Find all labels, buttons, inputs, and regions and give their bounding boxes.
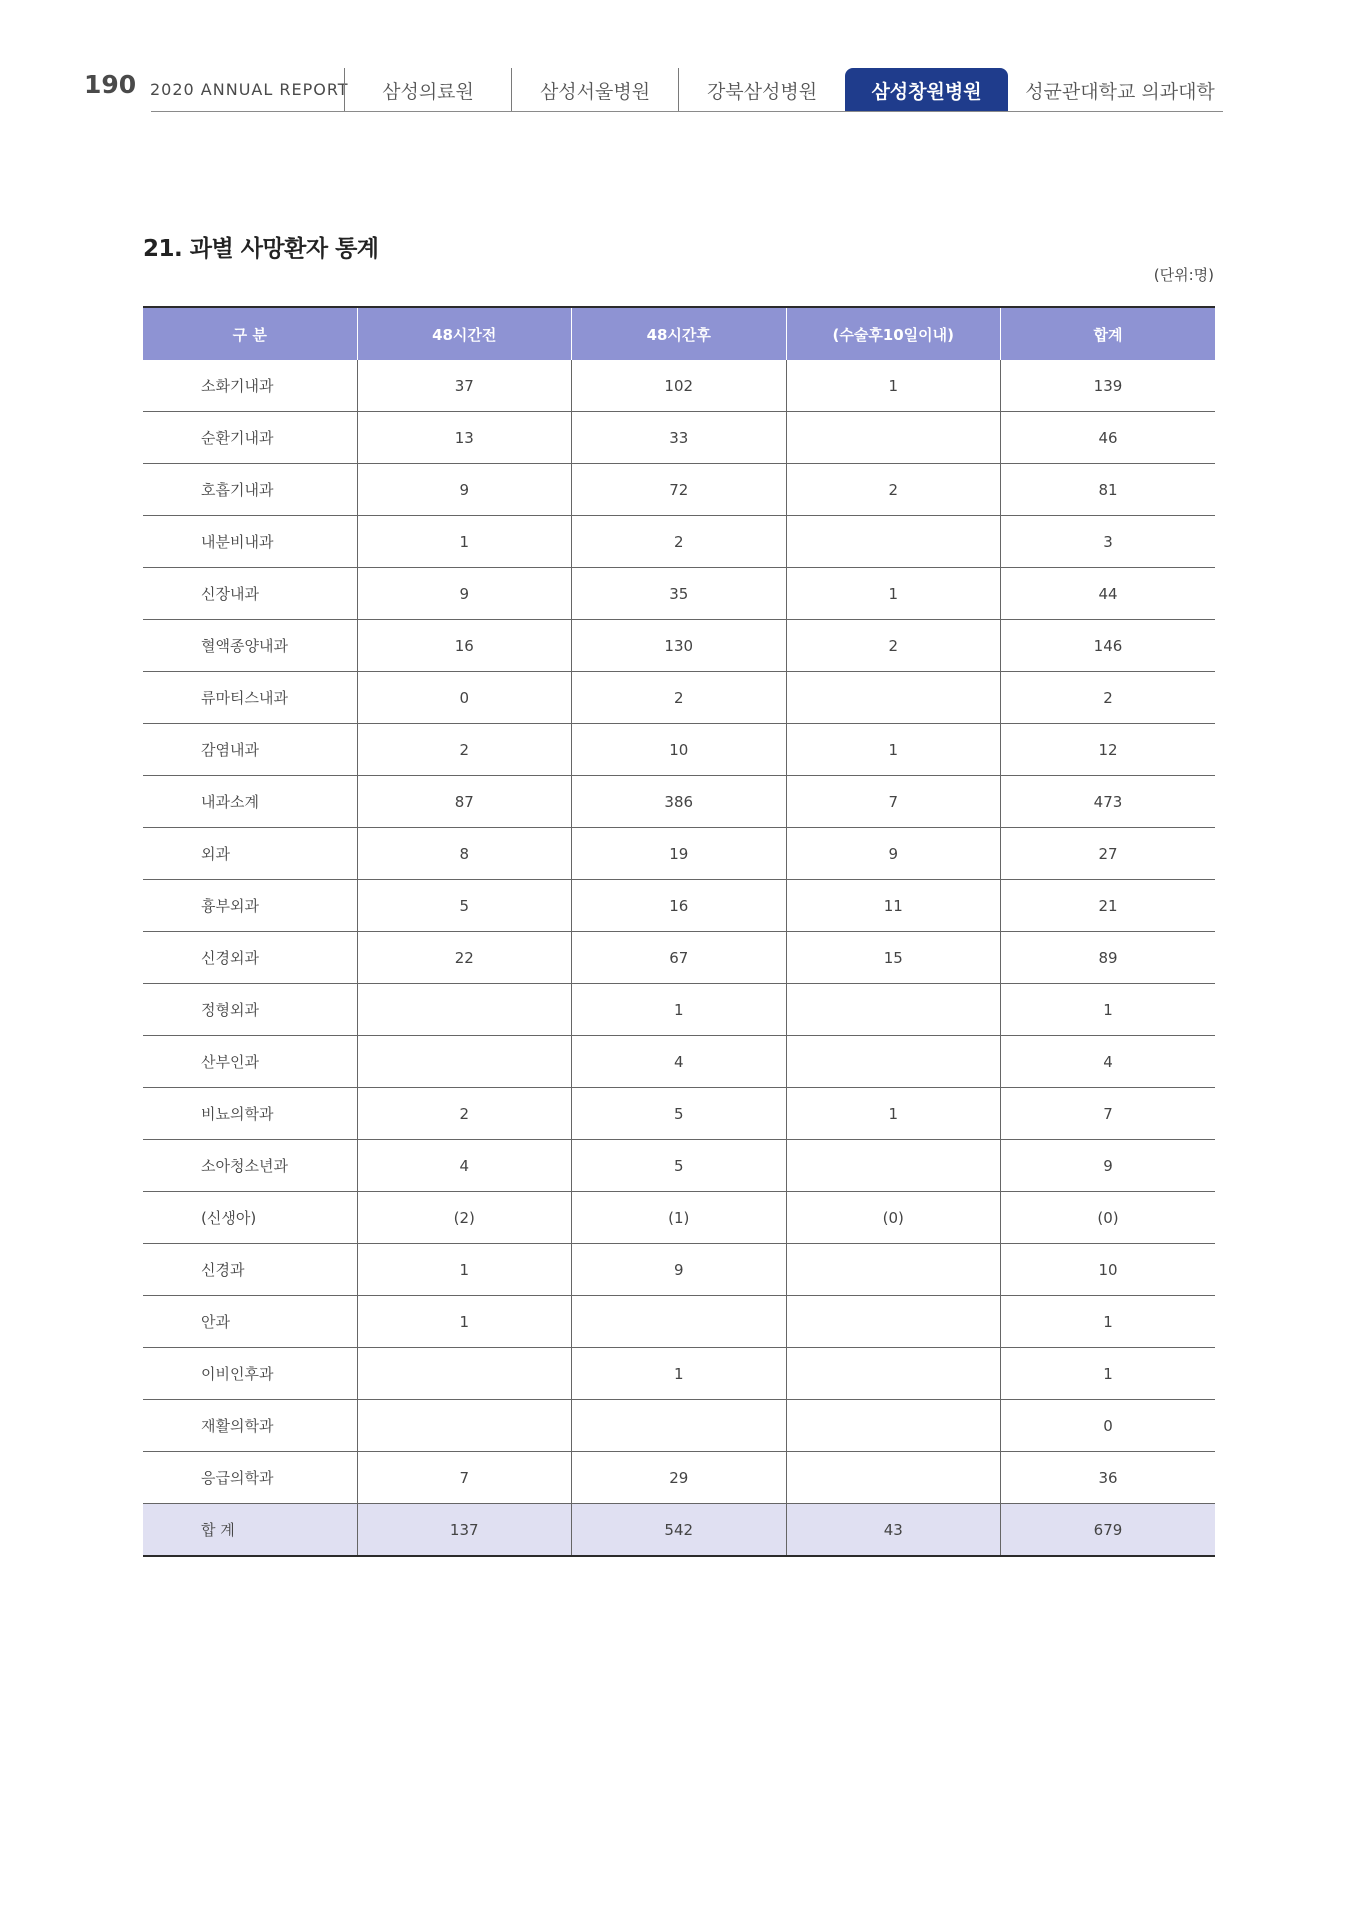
value-cell: 3 xyxy=(1001,516,1216,568)
value-cell: 10 xyxy=(572,724,787,776)
value-cell: 102 xyxy=(572,360,787,412)
value-cell: 1 xyxy=(357,516,572,568)
department-cell: 응급의학과 xyxy=(143,1452,357,1504)
value-cell: 16 xyxy=(357,620,572,672)
column-header: 48시간전 xyxy=(357,307,572,360)
department-cell: 내과소계 xyxy=(143,776,357,828)
value-cell: 36 xyxy=(1001,1452,1216,1504)
value-cell: 7 xyxy=(357,1452,572,1504)
value-cell xyxy=(786,984,1001,1036)
department-cell: 이비인후과 xyxy=(143,1348,357,1400)
report-label: 2020 ANNUAL REPORT xyxy=(150,80,349,99)
department-cell: 소화기내과 xyxy=(143,360,357,412)
column-header: 48시간후 xyxy=(572,307,787,360)
table-row xyxy=(143,776,1215,828)
value-cell: 139 xyxy=(1001,360,1216,412)
section-title: 21. 과별 사망환자 통계 xyxy=(143,236,379,262)
tab-label: 삼성의료원 xyxy=(382,80,474,103)
department-cell: 감염내과 xyxy=(143,724,357,776)
department-cell: 혈액종양내과 xyxy=(143,620,357,672)
value-cell xyxy=(357,984,572,1036)
value-cell: 146 xyxy=(1001,620,1216,672)
table-row xyxy=(143,672,1215,724)
table-row xyxy=(143,568,1215,620)
table-row xyxy=(143,1452,1215,1504)
department-cell: 외과 xyxy=(143,828,357,880)
value-cell: 9 xyxy=(357,464,572,516)
tab-samsung-medical-center[interactable] xyxy=(344,68,511,112)
value-cell: 1 xyxy=(786,1088,1001,1140)
value-cell xyxy=(357,1348,572,1400)
value-cell xyxy=(357,1400,572,1452)
department-cell: 신경과 xyxy=(143,1244,357,1296)
value-cell: 8 xyxy=(357,828,572,880)
value-cell xyxy=(786,1296,1001,1348)
value-cell: 1 xyxy=(1001,1348,1216,1400)
value-cell: 81 xyxy=(1001,464,1216,516)
department-cell: 순환기내과 xyxy=(143,412,357,464)
value-cell: 19 xyxy=(572,828,787,880)
value-cell: 44 xyxy=(1001,568,1216,620)
value-cell: 21 xyxy=(1001,880,1216,932)
value-cell: 11 xyxy=(786,880,1001,932)
value-cell: 1 xyxy=(786,724,1001,776)
value-cell: 89 xyxy=(1001,932,1216,984)
value-cell: 1 xyxy=(1001,984,1216,1036)
value-cell xyxy=(786,1400,1001,1452)
tab-label: 성균관대학교 의과대학 xyxy=(1025,80,1215,103)
tab-label: 삼성창원병원 xyxy=(871,80,982,103)
value-cell: 9 xyxy=(1001,1140,1216,1192)
value-cell: 4 xyxy=(357,1140,572,1192)
value-cell xyxy=(357,1036,572,1088)
value-cell xyxy=(786,1348,1001,1400)
tab-kangbuk-samsung-hospital[interactable] xyxy=(678,68,845,112)
table-row xyxy=(143,1192,1215,1244)
tab-label: 강북삼성병원 xyxy=(706,80,818,103)
value-cell xyxy=(786,672,1001,724)
value-cell: 2 xyxy=(357,724,572,776)
department-cell: 재활의학과 xyxy=(143,1400,357,1452)
value-cell: 33 xyxy=(572,412,787,464)
table-row xyxy=(143,1036,1215,1088)
table-row xyxy=(143,1140,1215,1192)
department-cell: 비뇨의학과 xyxy=(143,1088,357,1140)
value-cell xyxy=(786,516,1001,568)
value-cell: 0 xyxy=(1001,1400,1216,1452)
value-cell: 0 xyxy=(357,672,572,724)
value-cell: 13 xyxy=(357,412,572,464)
table-row xyxy=(143,1400,1215,1452)
table-header-row xyxy=(143,307,1215,360)
value-cell: 9 xyxy=(357,568,572,620)
value-cell: 2 xyxy=(572,516,787,568)
value-cell xyxy=(786,412,1001,464)
value-cell: 37 xyxy=(357,360,572,412)
value-cell: 5 xyxy=(572,1140,787,1192)
table-row xyxy=(143,412,1215,464)
value-cell: 137 xyxy=(357,1504,572,1557)
value-cell: 1 xyxy=(572,984,787,1036)
table-row xyxy=(143,1348,1215,1400)
value-cell: 2 xyxy=(572,672,787,724)
department-cell: (신생아) xyxy=(143,1192,357,1244)
value-cell: 12 xyxy=(1001,724,1216,776)
value-cell: 1 xyxy=(357,1296,572,1348)
value-cell: 27 xyxy=(1001,828,1216,880)
table-row xyxy=(143,464,1215,516)
value-cell: 4 xyxy=(572,1036,787,1088)
total-row xyxy=(143,1504,1215,1557)
value-cell xyxy=(572,1296,787,1348)
table-row xyxy=(143,620,1215,672)
value-cell: 7 xyxy=(786,776,1001,828)
unit-label: (단위:명) xyxy=(1153,266,1214,284)
department-cell: 소아청소년과 xyxy=(143,1140,357,1192)
tab-samsung-seoul-hospital[interactable] xyxy=(511,68,678,112)
department-cell: 산부인과 xyxy=(143,1036,357,1088)
value-cell: (0) xyxy=(1001,1192,1216,1244)
value-cell: 2 xyxy=(786,620,1001,672)
department-cell: 류마티스내과 xyxy=(143,672,357,724)
value-cell: 5 xyxy=(572,1088,787,1140)
value-cell: 679 xyxy=(1001,1504,1216,1557)
value-cell xyxy=(572,1400,787,1452)
table-row xyxy=(143,932,1215,984)
value-cell: 67 xyxy=(572,932,787,984)
table-row xyxy=(143,360,1215,412)
table-row xyxy=(143,1244,1215,1296)
value-cell: (2) xyxy=(357,1192,572,1244)
value-cell: 16 xyxy=(572,880,787,932)
value-cell: 35 xyxy=(572,568,787,620)
value-cell: 5 xyxy=(357,880,572,932)
institution-tabs xyxy=(344,68,1232,112)
value-cell: 87 xyxy=(357,776,572,828)
value-cell: 72 xyxy=(572,464,787,516)
value-cell: (0) xyxy=(786,1192,1001,1244)
header-divider xyxy=(151,111,1223,112)
value-cell: 9 xyxy=(572,1244,787,1296)
table-row xyxy=(143,724,1215,776)
table-row xyxy=(143,984,1215,1036)
table-row xyxy=(143,1088,1215,1140)
table-body xyxy=(143,360,1215,1556)
value-cell: 2 xyxy=(1001,672,1216,724)
value-cell: 7 xyxy=(1001,1088,1216,1140)
value-cell: (1) xyxy=(572,1192,787,1244)
value-cell: 22 xyxy=(357,932,572,984)
page-header xyxy=(0,0,1357,120)
value-cell: 15 xyxy=(786,932,1001,984)
value-cell: 29 xyxy=(572,1452,787,1504)
value-cell xyxy=(786,1036,1001,1088)
department-cell: 신장내과 xyxy=(143,568,357,620)
value-cell: 1 xyxy=(1001,1296,1216,1348)
value-cell: 1 xyxy=(357,1244,572,1296)
death-statistics-table xyxy=(143,306,1215,1557)
value-cell: 46 xyxy=(1001,412,1216,464)
value-cell: 130 xyxy=(572,620,787,672)
page-number: 190 xyxy=(84,70,137,99)
value-cell: 1 xyxy=(786,568,1001,620)
tab-samsung-changwon-hospital[interactable] xyxy=(845,68,1008,112)
department-cell: 정형외과 xyxy=(143,984,357,1036)
column-header: (수술후10일이내) xyxy=(786,307,1001,360)
value-cell: 2 xyxy=(357,1088,572,1140)
department-cell: 내분비내과 xyxy=(143,516,357,568)
department-cell: 합 계 xyxy=(143,1504,357,1557)
column-header: 합계 xyxy=(1001,307,1216,360)
tab-skku-medicine[interactable] xyxy=(1008,68,1232,112)
column-header: 구 분 xyxy=(143,307,357,360)
department-cell: 안과 xyxy=(143,1296,357,1348)
value-cell: 43 xyxy=(786,1504,1001,1557)
department-cell: 호흡기내과 xyxy=(143,464,357,516)
table-row xyxy=(143,828,1215,880)
department-cell: 신경외과 xyxy=(143,932,357,984)
value-cell: 386 xyxy=(572,776,787,828)
value-cell: 1 xyxy=(572,1348,787,1400)
value-cell: 10 xyxy=(1001,1244,1216,1296)
department-cell: 흉부외과 xyxy=(143,880,357,932)
value-cell: 473 xyxy=(1001,776,1216,828)
value-cell: 2 xyxy=(786,464,1001,516)
value-cell xyxy=(786,1452,1001,1504)
value-cell: 9 xyxy=(786,828,1001,880)
tab-label: 삼성서울병원 xyxy=(539,80,651,103)
value-cell xyxy=(786,1244,1001,1296)
value-cell: 542 xyxy=(572,1504,787,1557)
table-row xyxy=(143,880,1215,932)
table-row xyxy=(143,1296,1215,1348)
table-row xyxy=(143,516,1215,568)
value-cell xyxy=(786,1140,1001,1192)
value-cell: 4 xyxy=(1001,1036,1216,1088)
value-cell: 1 xyxy=(786,360,1001,412)
